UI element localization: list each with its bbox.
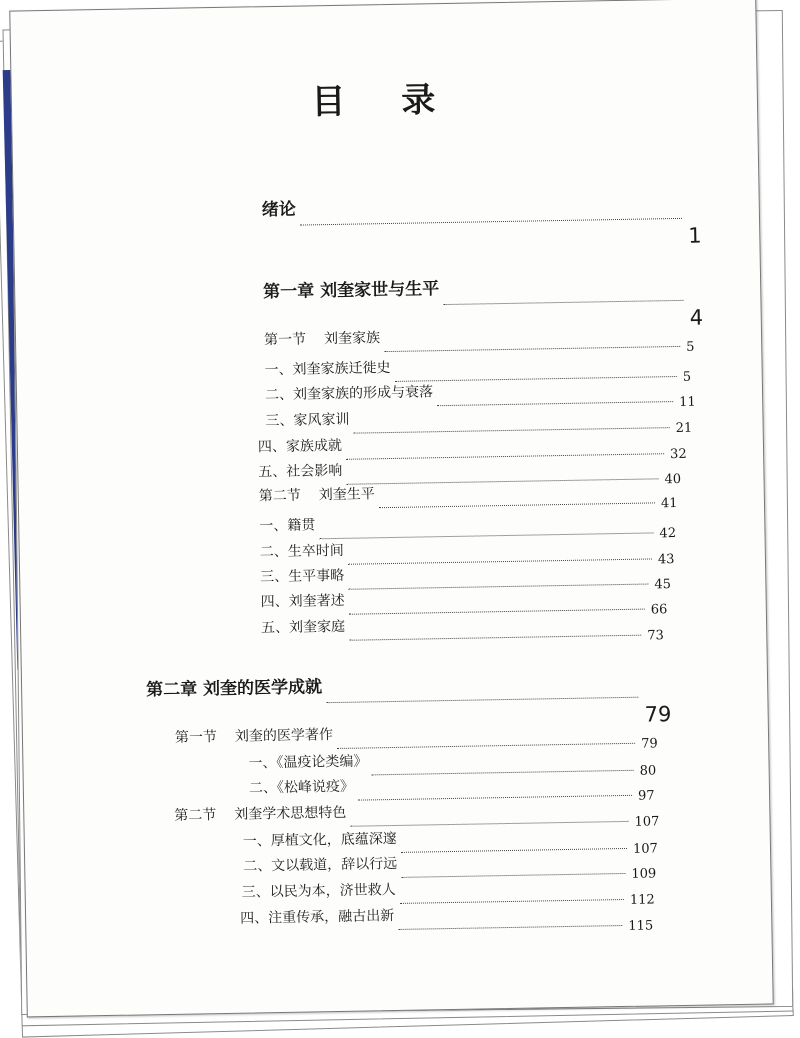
toc-dot-leader <box>347 478 659 484</box>
toc-dot-leader <box>385 346 681 352</box>
toc-page-number: 80 <box>639 763 657 779</box>
toc-entry-label <box>258 460 342 481</box>
toc-entry-label <box>262 195 296 221</box>
toc-entry-label <box>260 540 344 561</box>
toc-entry-label <box>261 616 345 637</box>
toc-dot-leader <box>400 899 624 904</box>
toc-dot-leader <box>346 453 664 460</box>
toc-dot-leader <box>395 376 677 382</box>
toc-dot-leader <box>438 401 674 406</box>
toc-page-number: 11 <box>679 394 696 410</box>
toc-entry-title: 二、《松峰说疫》 <box>248 778 355 797</box>
toc-entry-label <box>258 435 342 456</box>
toc-section-number: 第二节 <box>258 487 301 505</box>
toc-page-number: 112 <box>629 892 655 908</box>
toc-entry-label <box>263 274 439 302</box>
toc-dot-leader <box>358 795 632 801</box>
toc-dot-leader <box>372 770 634 776</box>
toc-dot-leader <box>349 609 645 615</box>
toc-dot-leader <box>354 427 670 434</box>
toc-entry-title: 四、家族成就 <box>257 437 343 456</box>
toc-page-number: 79 <box>644 702 672 727</box>
toc-entry-label <box>264 327 380 349</box>
toc-page-number: 4 <box>689 305 704 330</box>
toc-entry-title: 五、刘奎家庭 <box>260 618 346 637</box>
toc-entry-title: 一、刘奎家族迁徙史 <box>264 359 391 379</box>
toc-entry-title: 二、生卒时间 <box>259 542 344 561</box>
toc-entry-label <box>175 724 333 747</box>
toc-page-number: 107 <box>634 814 660 830</box>
toc-page-number: 73 <box>647 628 664 644</box>
toc-page-number: 42 <box>659 526 677 542</box>
toc-dot-leader <box>300 218 682 226</box>
toc-section-number: 第一节 <box>263 331 307 349</box>
toc-entry-title: 四、注重传承，融古出新 <box>240 908 395 927</box>
toc-page-number: 5 <box>682 369 692 385</box>
toc-entry-title: 刘奎的医学著作 <box>234 727 334 745</box>
toc-entry-label <box>146 672 322 700</box>
toc-page-number: 43 <box>657 552 675 568</box>
toc-entry-title: 一、厚植文化，底蕴深邃 <box>242 830 397 850</box>
toc-entry-title: 二、刘奎家族的形成与衰落 <box>264 384 434 404</box>
toc-entry-title: 三、生平事略 <box>260 567 345 586</box>
toc-entry-label <box>242 879 396 902</box>
toc-entry-label <box>174 802 346 825</box>
toc-page-number: 41 <box>660 496 678 512</box>
toc-entry-title: 一、《温疫论类编》 <box>248 753 368 772</box>
toc-dot-leader <box>351 821 629 827</box>
toc-page-number: 66 <box>650 602 668 618</box>
toc-entry-label <box>240 905 394 928</box>
page-title: 目 录 <box>311 79 458 123</box>
toc-dot-leader <box>444 300 684 305</box>
toc-entry-title: 五、社会影响 <box>258 462 343 481</box>
toc-entry-title: 刘奎生平 <box>318 486 375 504</box>
toc-dot-leader <box>379 502 655 508</box>
toc-entry-title: 一、籍贯 <box>259 517 316 535</box>
toc-entry-label <box>259 514 315 535</box>
toc-entry-label <box>265 409 349 430</box>
toc-dot-leader <box>349 584 649 590</box>
toc-page-number: 109 <box>631 866 657 882</box>
toc-page-number: 45 <box>654 577 672 593</box>
toc-entry-label <box>243 828 397 851</box>
toc-dot-leader <box>402 873 626 878</box>
toc-entry-label <box>260 590 344 611</box>
toc-page-number: 40 <box>664 471 682 488</box>
toc-dot-leader <box>348 558 652 564</box>
toc-page-number: 1 <box>688 223 702 248</box>
toc-entry-title: 三、家风家训 <box>265 411 350 430</box>
toc-entry-title: 绪论 <box>261 199 296 221</box>
toc-entry-label <box>248 750 367 772</box>
toc-entry-title: 二、文以载道，辞以行远 <box>243 855 398 875</box>
toc-dot-leader <box>401 848 627 853</box>
toc-page-number: 115 <box>628 918 654 934</box>
toc-entry-label <box>259 483 375 505</box>
toc-page-number: 5 <box>686 339 695 355</box>
toc-dot-leader <box>338 743 636 749</box>
toc-entry-label <box>264 357 390 379</box>
toc-entry-title: 第一章 刘奎家世与生平 <box>263 279 440 303</box>
toc-dot-leader <box>327 697 639 703</box>
toc-page-number: 97 <box>637 788 655 804</box>
toc-page-number: 32 <box>669 446 687 463</box>
toc-dot-leader <box>320 532 654 539</box>
toc-dot-leader <box>350 635 642 641</box>
toc-page <box>9 0 773 1017</box>
toc-entry-title: 四、刘奎著述 <box>260 592 345 611</box>
toc-entry-label <box>243 853 397 876</box>
toc-section-number: 第二节 <box>174 807 217 824</box>
toc-dot-leader <box>399 925 623 930</box>
toc-page-number: 21 <box>675 420 693 437</box>
toc-entry-label <box>260 565 344 586</box>
toc-page-number: 107 <box>632 841 658 857</box>
toc-page-number: 79 <box>641 736 658 752</box>
toc-entry-label <box>249 776 354 798</box>
toc-entry-title: 三、以民为本，济世救人 <box>241 881 396 901</box>
toc-entry-title: 刘奎学术思想特色 <box>234 804 347 823</box>
toc-entry-title: 第二章 刘奎的医学成就 <box>145 677 323 701</box>
toc-section-number: 第一节 <box>174 729 218 746</box>
toc-entry-label <box>265 381 433 404</box>
toc-entry-title: 刘奎家族 <box>323 330 381 348</box>
